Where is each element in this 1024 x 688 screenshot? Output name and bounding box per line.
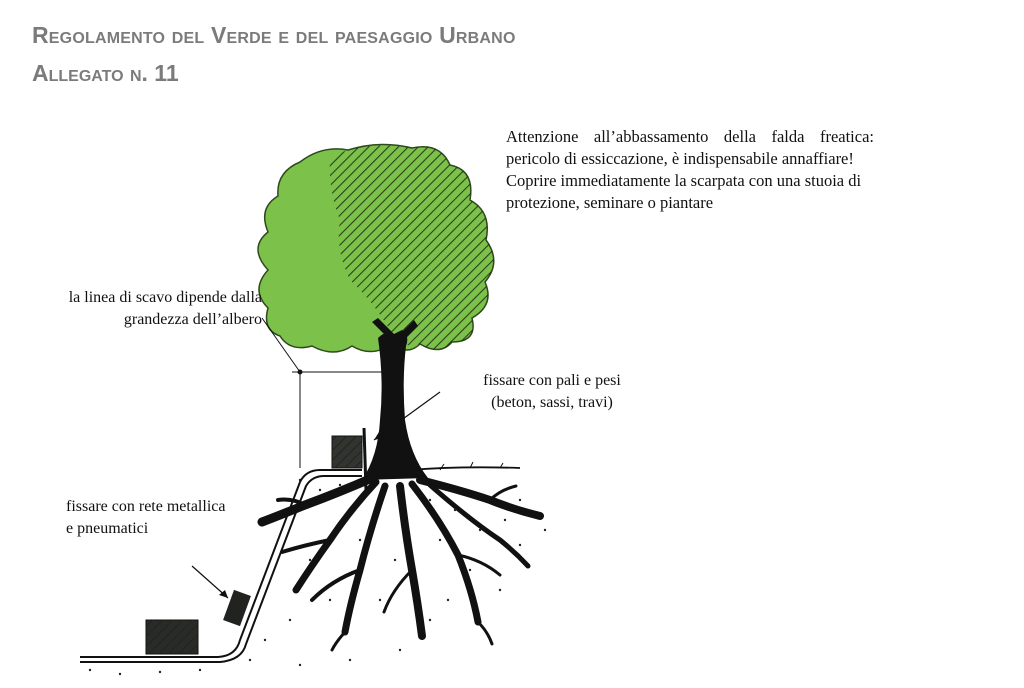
weight-block-bottom <box>146 620 198 654</box>
slope-protection-note: Coprire immediatamente la scarpata con una stuoia di protezione, seminare o piantare <box>506 171 862 212</box>
net-label-line2: e pneumatici <box>66 520 149 537</box>
stakes-label-line2: (beton, sassi, travi) <box>491 394 613 411</box>
stakes-weights-label <box>462 370 642 414</box>
tree-roots <box>262 478 540 650</box>
net-label-line1: fissare con rete metallica <box>66 498 226 515</box>
document-title: Regolamento del Verde e del paesaggio Urbano <box>32 22 516 48</box>
attachment-number: Allegato n. 11 <box>32 60 179 86</box>
groundwater-warning: Attenzione all’abbassamento della falda freatica: pericolo di essiccazione, è indispensabile annaffiare! <box>506 127 874 168</box>
stakes-label-line1: fissare con pali e pesi <box>483 372 621 389</box>
tree-trunk <box>362 330 428 480</box>
excavation-line-label: la linea di scavo dipende dalla grandezza dell’albero <box>68 289 262 328</box>
ground-surface <box>410 467 520 470</box>
warning-notes <box>506 126 874 214</box>
metal-net-label <box>66 496 266 540</box>
